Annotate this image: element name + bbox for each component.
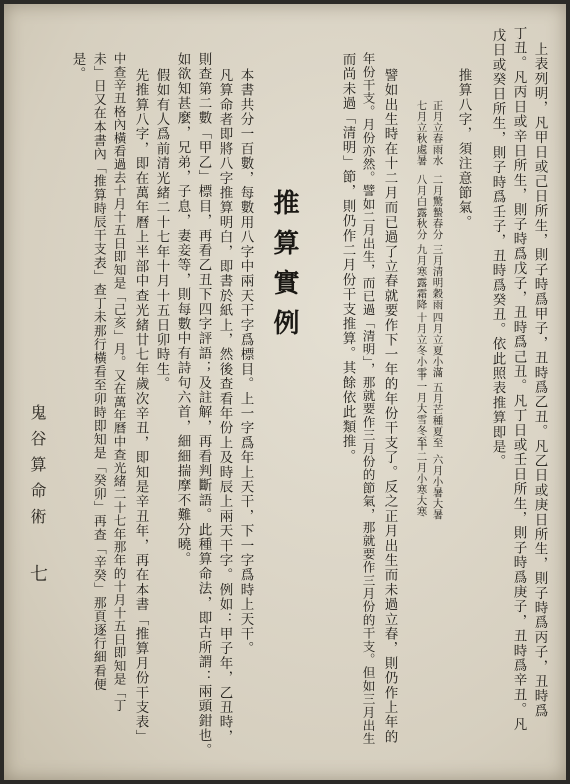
solar-term-cell: 正月立春雨水 (431, 100, 444, 166)
text-column: 上表列明，凡甲日或己日所生，則子時爲甲子，丑時爲乙丑。凡乙日或庚日所生，則子時爲丙子，丑時爲 (531, 42, 548, 719)
text-column: 年份干支。月份亦然。譬如二月出生，而已過「清明」，那就要作三月份的節氣，那就要作三月份的干支。但如三月出生 (360, 52, 376, 746)
text-column: 中查辛丑格內橫看過去十月十五日即知是「己亥」月。又在萬年曆中查光緒二十七年那年的十月十五日即知是「丁 (111, 52, 127, 712)
text-column: 則查第二數「甲乙」標目，再看乙丑下四字評語；及註解，再看判斷語。此種算命法，即古所謂：兩頭鉗也。 (195, 52, 212, 758)
section-title: 推算實例 (269, 189, 299, 349)
solar-term-cell: 十一月大雪冬至 (415, 370, 428, 447)
text-column: 譬如出生時在十二月而已過了立春就要作下一年的年份干支了。反之正月出生而未過立春，則仍作上年的 (381, 68, 398, 745)
text-column: 而尚未過「清明」節，則仍作二月份干支推算。其餘依此類推。 (339, 52, 356, 464)
solar-term-cell: 十二月小寒大寒 (415, 440, 428, 517)
solar-term-cell: 三月清明穀雨 (431, 244, 444, 310)
solar-term-cell: 七月立秋處暑 (415, 100, 428, 166)
solar-term-cell: 十月立冬小雪 (415, 312, 428, 378)
solar-term-cell: 八月白露秋分 (415, 174, 428, 240)
text-column: 是。 (69, 52, 86, 82)
page-number: 七 (30, 564, 48, 585)
text-column: 凡算命者即將八字推算明白，即書於紙上，然後查看年份上及時辰上兩天干字。例如：甲子年，乙丑時， (216, 68, 233, 745)
solar-term-cell: 四月立夏小滿 (431, 312, 444, 378)
solar-term-cell: 六月小暑大暑 (431, 454, 444, 520)
text-column: 本書共分一百數，每數用八字中兩天干字爲標目。上一字爲年上天干，下一字爲時上天干。 (237, 68, 254, 656)
book-page (4, 4, 566, 780)
text-column: 推算八字，須注意節氣。 (455, 68, 472, 230)
solar-term-cell: 二月驚蟄春分 (431, 174, 444, 240)
book-title: 鬼谷算命術 (28, 404, 47, 534)
solar-term-cell: 五月芒種夏至 (431, 382, 444, 448)
solar-term-cell: 九月寒露霜降 (415, 244, 428, 310)
text-column: 假如有人爲前清光緒二十七年十月十五日卯時生。 (153, 68, 170, 392)
text-column: 未」日又在本書內「推算時辰干支表」查丁未那行橫看至卯時即知是「癸卯」再查「辛癸」那頁逐行細看便 (90, 52, 106, 692)
text-column: 如欲知甚麼，兄弟，子息，妻妾等，則每數中有詩句六首，細細揣摩不難分曉。 (174, 52, 191, 567)
text-column: 先推算八字，即在萬年曆上半部中查光緒廿七年歲次辛丑，即知是辛丑年，再在本書「推算月份干支表」 (132, 68, 149, 745)
text-column: 丁丑。凡丙日或辛日所生，則子時爲戊子，丑時爲己丑。凡丁日或壬日所生，則子時爲庚子，丑時爲辛丑。凡 (510, 26, 527, 732)
text-column: 戊日或癸日所生，則子時爲壬子，丑時爲癸丑。依此照表推算即是。 (489, 28, 506, 469)
